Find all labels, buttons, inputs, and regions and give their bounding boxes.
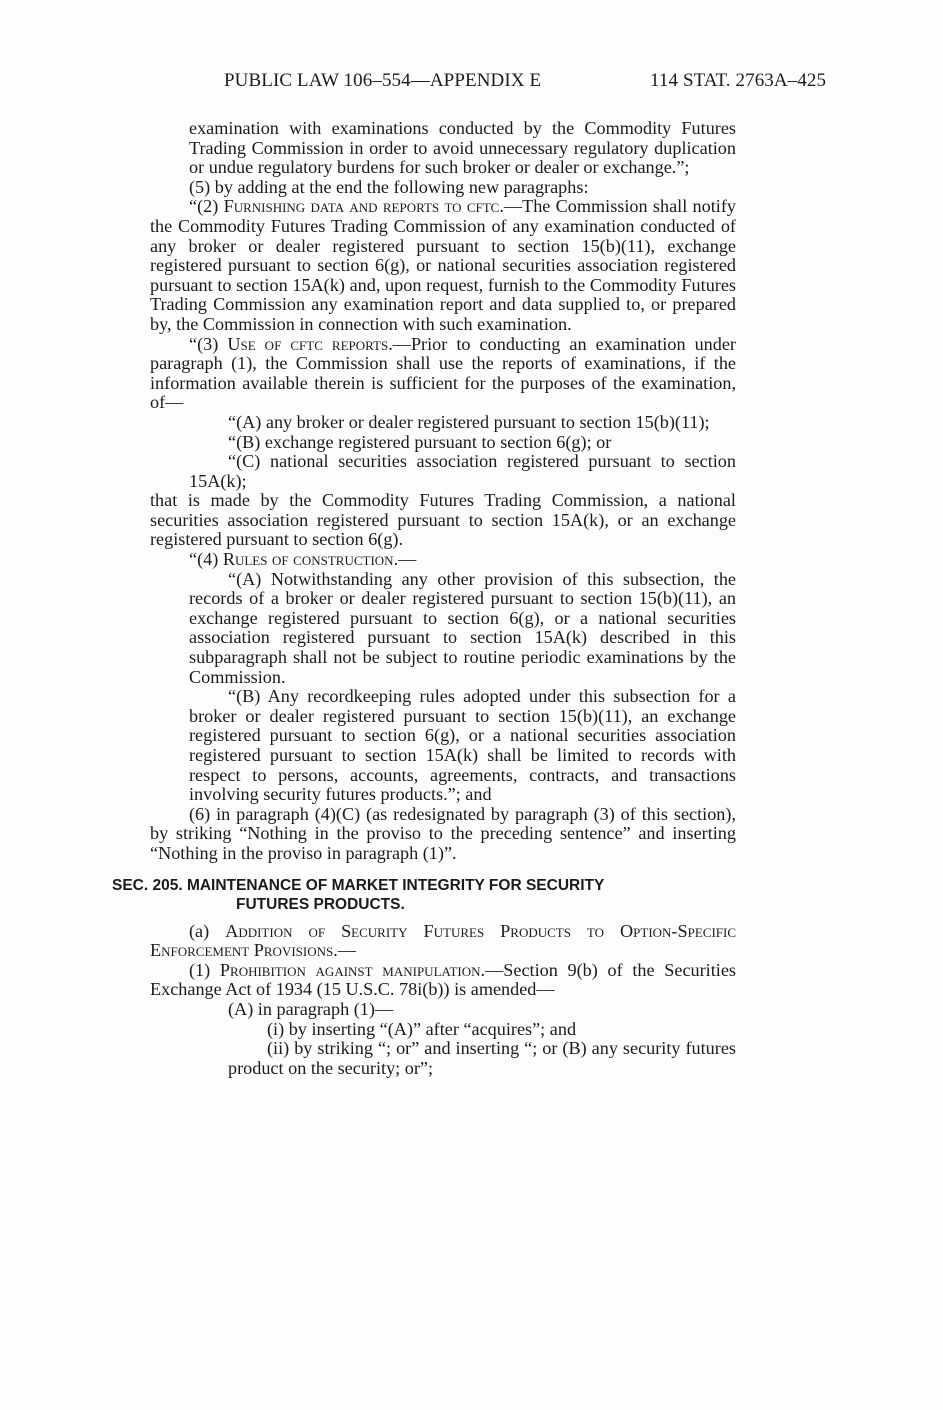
paragraph-amendment-6: (6) in paragraph (4)(C) (as redesignated by paragraph (3) of this section), by striking “Nothing in the proviso to the preceding sentence” and inserting “Nothing in the proviso in paragraph (1)”. [150, 803, 736, 863]
paragraph-amendment-5: (5) by adding at the end the following new paragraphs: [189, 176, 589, 197]
section-heading-line-1: SEC. 205. MAINTENANCE OF MARKET INTEGRITY FOR SECURITY [112, 876, 605, 894]
section-heading [112, 876, 734, 914]
paragraph-prohibition [150, 961, 736, 1000]
paragraph-continuation: examination with examinations conducted by the Commodity Futures Trading Commission in order to avoid unnecessary regulatory duplication or undue regulatory burdens for such broker or dealer or exchange.”; [189, 118, 736, 178]
paragraph-text: — [398, 549, 417, 570]
header-title: PUBLIC LAW 106–554—APPENDIX E [224, 70, 542, 91]
running-header [224, 70, 876, 92]
paragraph-number: “(4) [189, 549, 223, 570]
paragraph-text: —Prior to conducting an examination under paragraph (1), the Commission shall use the reports of examinations, if the information available therein is sufficient for the purposes of the examination, of— [150, 333, 736, 413]
subsection-a [150, 922, 736, 961]
subparagraph-b: “(B) exchange registered pursuant to section 6(g); or [228, 431, 612, 452]
clause-i: (i) by inserting “(A)” after “acquires”; and [267, 1018, 577, 1039]
paragraph-furnishing-data [150, 197, 736, 334]
section-heading-line-2: FUTURES PRODUCTS. [236, 895, 405, 913]
subsection-heading: Addition of Security Futures Products to Option-Specific Enforcement Provisions. [150, 920, 736, 961]
paragraph-number: (1) [189, 959, 220, 980]
subparagraph-a-paragraph-1: (A) in paragraph (1)— [228, 998, 394, 1019]
paragraph-flush-text: that is made by the Commodity Futures Trading Commission, a national securities association registered pursuant to section 15A(k), or an exchange registered pursuant to section 6(g). [150, 490, 736, 550]
paragraph-heading: Use of cftc reports. [227, 333, 393, 354]
subparagraph-c: “(C) national securities association registered pursuant to section 15A(k); [189, 451, 736, 491]
document-body [112, 118, 736, 1078]
paragraph-text: — [337, 940, 356, 961]
paragraph-rules-of-construction [150, 550, 736, 570]
paragraph-number: “(3) [189, 333, 228, 354]
subparagraph-4b: “(B) Any recordkeeping rules adopted under this subsection for a broker or dealer registered pursuant to section 15(b)(11), an exchange registered pursuant to section 6(g), or a national securities association registered pursuant to section 15A(k) shall be limited to records with respect to persons, accounts, agreements, contracts, and transactions involving security futures products.”; and [189, 686, 736, 805]
subparagraph-a: “(A) any broker or dealer registered pursuant to section 15(b)(11); [228, 411, 710, 432]
paragraph-heading: Prohibition against manipulation. [219, 959, 486, 980]
paragraph-number: (a) [189, 920, 226, 941]
paragraph-text: —Section 9(b) of the Securities Exchange Act of 1934 (15 U.S.C. 78i(b)) is amended— [150, 959, 736, 1000]
subparagraph-4a: “(A) Notwithstanding any other provision of this subsection, the records of a broker or dealer registered pursuant to section 15(b)(11), an exchange registered pursuant to section 6(g), or a national securities association registered pursuant to section 15A(k) described in this subparagraph shall not be subject to routine periodic examinations by the Commission. [189, 568, 736, 687]
paragraph-heading: Rules of construction. [222, 549, 399, 570]
clause-ii: (ii) by striking “; or” and inserting “; or (B) any security futures product on the security; or”; [228, 1038, 736, 1078]
header-statute-page: 114 STAT. 2763A–425 [650, 70, 827, 91]
paragraph-text: —The Commission shall notify the Commodity Futures Trading Commission of any examination conducted of any broker or dealer registered pursuant to section 15(b)(11), exchange registered pursuant to section 6(g), or national securities association registered pursuant to section 15A(k) and, upon request, furnish to the Commodity Futures Trading Commission any examination report and data supplied to, or prepared by, the Commission in connection with such examination. [150, 196, 736, 334]
paragraph-number: “(2) [189, 196, 224, 217]
paragraph-use-of-reports [150, 335, 736, 413]
paragraph-heading: Furnishing data and reports to cftc. [223, 196, 504, 217]
